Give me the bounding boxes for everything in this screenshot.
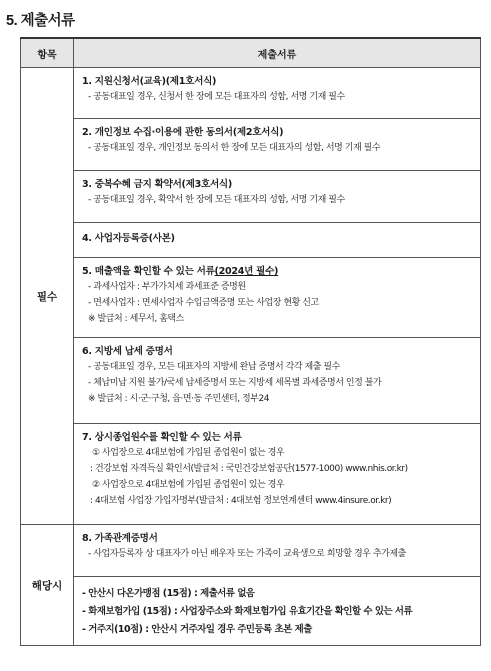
doc-item-note: - 공동대표일 경우, 개인정보 동의서 한 장에 모든 대표자의 성함, 서명 기재 필수 xyxy=(88,143,381,153)
doc-item-note: : 4대보험 사업장 가입자명부(발급처 : 4대보험 정보연계센터 www.4insure.or.kr) xyxy=(90,496,392,506)
doc-item-note: : 건강보험 자격득실 확인서(발급처 : 국민건강보험공단(1577-1000) www.nhis.or.kr) xyxy=(90,464,408,474)
doc-item-note: ※ 발급처 : 세무서, 홈택스 xyxy=(88,314,184,324)
doc-item-note: ① 사업장으로 4대보험에 가입된 종업원이 없는 경우 xyxy=(92,448,285,458)
table-row xyxy=(21,338,481,424)
table-row xyxy=(21,68,481,119)
bonus-item: - 화재보험가입 (15점) : 사업장주소와 화재보험가입 유효기간을 확인할 수 있는 서류 xyxy=(82,606,413,617)
doc-item-title: 1. 지원신청서(교육)(제1호서식) xyxy=(82,76,217,87)
bonus-points-list xyxy=(74,577,481,646)
table-header-row xyxy=(21,38,481,68)
doc-item-title xyxy=(82,265,474,279)
doc-item-title: 2. 개인정보 수집·이용에 관한 동의서(제2호서식) xyxy=(82,127,284,138)
doc-item-note: - 공동대표일 경우, 모든 대표자의 지방세 완납 증명서 각각 제출 필수 xyxy=(88,362,340,372)
table-row xyxy=(21,223,481,258)
doc-item-title: 4. 사업자등록증(사본) xyxy=(82,233,175,244)
doc-item-note: - 체납미납 지원 불가/국세 납세증명서 또는 지방세 세목별 과세증명서 인정 불가 xyxy=(88,378,382,388)
doc-item-title-underlined: (2024년 필수) xyxy=(214,266,279,277)
doc-item-title: 8. 가족관계증명서 xyxy=(82,533,158,544)
doc-item-note: - 사업자등록자 상 대표자가 아닌 배우자 또는 가족이 교육생으로 희망할 경우 추가제출 xyxy=(88,549,406,559)
doc-item-note: ※ 발급처 : 시·군·구청, 읍·면·동 주민센터, 정부24 xyxy=(88,394,270,404)
doc-item-title: 3. 중복수혜 금지 확약서(제3호서식) xyxy=(82,179,232,190)
conditional-label: 해당시 xyxy=(21,525,74,646)
doc-item-5 xyxy=(74,258,481,338)
bonus-item: - 안산시 다온가맹점 (15점) : 제출서류 없음 xyxy=(82,588,255,599)
header-documents: 제출서류 xyxy=(74,38,481,68)
header-category: 항목 xyxy=(21,38,74,68)
doc-item-note: - 면세사업자 : 면세사업자 수입금액증명 또는 사업장 현황 신고 xyxy=(88,298,319,308)
table-row xyxy=(21,119,481,171)
doc-item-note: ② 사업장으로 4대보험에 가입된 종업원이 있는 경우 xyxy=(92,480,285,490)
doc-item-note: - 공동대표일 경우, 신청서 한 장에 모든 대표자의 성함, 서명 기재 필수 xyxy=(88,92,345,102)
doc-item-note: - 공동대표일 경우, 확약서 한 장에 모든 대표자의 성함, 서명 기재 필수 xyxy=(88,195,345,205)
documents-table xyxy=(20,37,481,646)
doc-item-8 xyxy=(74,525,481,577)
doc-item-4 xyxy=(74,223,481,258)
table-row xyxy=(21,171,481,223)
doc-item-note: - 과세사업자 : 부가가치세 과세표준 증명원 xyxy=(88,282,246,292)
doc-item-title: 6. 지방세 납세 증명서 xyxy=(82,346,173,357)
required-label: 필수 xyxy=(21,68,74,525)
doc-item-2 xyxy=(74,119,481,171)
doc-item-3 xyxy=(74,171,481,223)
doc-item-1 xyxy=(74,68,481,119)
doc-item-7 xyxy=(74,424,481,525)
section-heading: 5. 제출서류 xyxy=(6,13,75,29)
doc-item-title: 7. 상시종업원수를 확인할 수 있는 서류 xyxy=(82,432,242,443)
table-row xyxy=(21,577,481,646)
table-row xyxy=(21,525,481,577)
bonus-item: - 거주지(10점) : 안산시 거주자일 경우 주민등록 초본 제출 xyxy=(82,624,312,635)
table-row xyxy=(21,424,481,525)
doc-item-6 xyxy=(74,338,481,424)
table-row xyxy=(21,258,481,338)
doc-item-title-prefix: 5. 매출액을 확인할 수 있는 서류 xyxy=(82,266,215,277)
